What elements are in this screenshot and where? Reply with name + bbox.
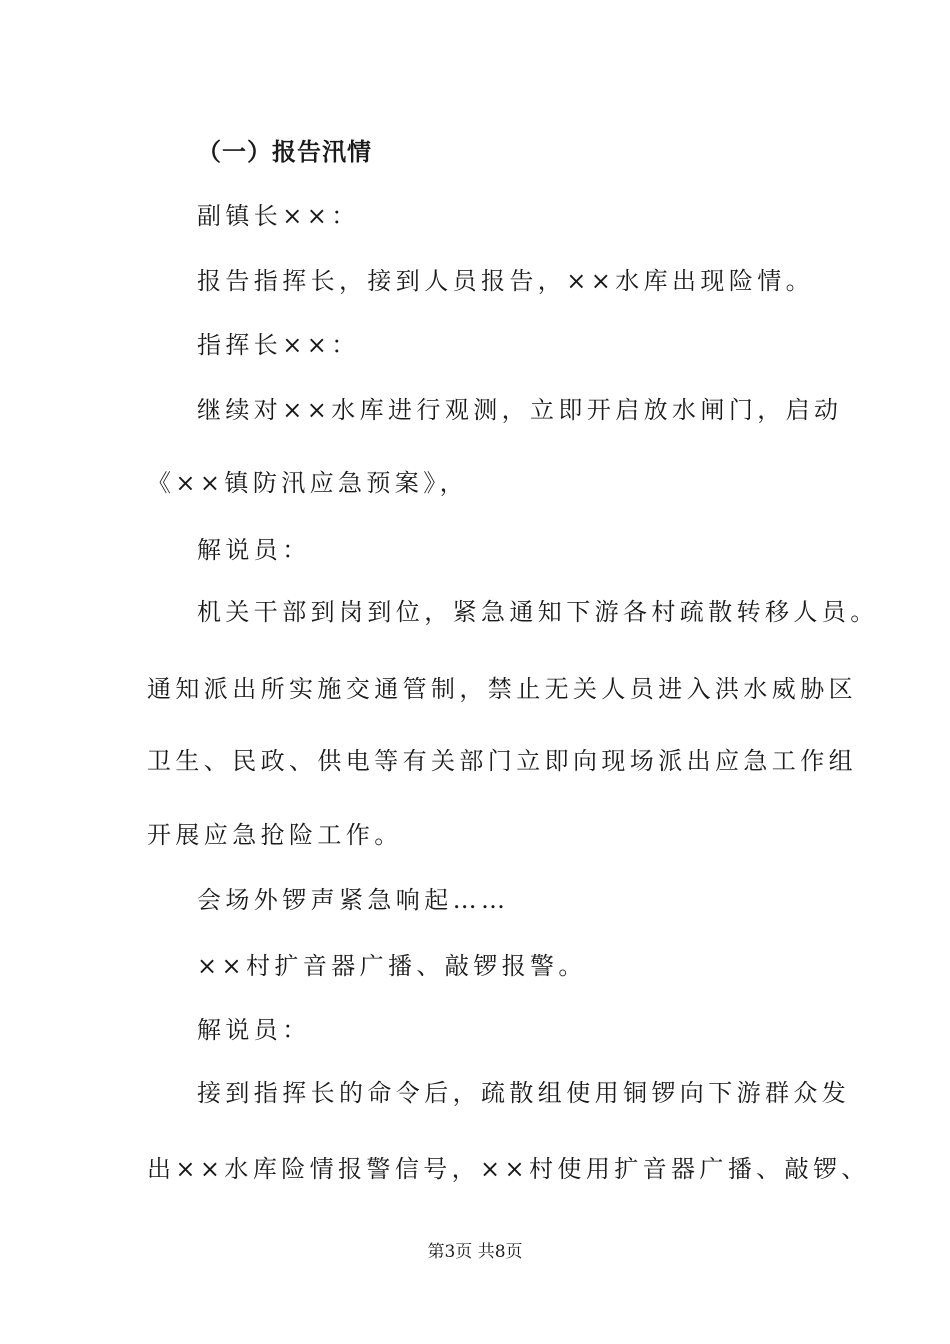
paragraph-line: 接到指挥长的命令后，疏散组使用铜锣向下游群众发 [197,1079,851,1107]
paragraph-line: 报告指挥长，接到人员报告，××水库出现险情。 [197,267,815,295]
section-heading: （一）报告汛情 [197,138,372,166]
paragraph-line: 机关干部到岗到位，紧急通知下游各村疏散转移人员。 [197,598,879,626]
speaker-label: 解说员： [197,1016,311,1044]
paragraph-line: 开展应急抢险工作。 [147,821,403,849]
paragraph-line: ××村扩音器广播、敲锣报警。 [197,952,587,980]
paragraph-line: 通知派出所实施交通管制，禁止无关人员进入洪水威胁区 [147,675,857,703]
page-number-footer: 第3页 共8页 [427,1242,523,1262]
speaker-label: 指挥长××： [197,331,360,359]
paragraph-line: 《××镇防汛应急预案》， [147,469,469,497]
paragraph-line: 继续对××水库进行观测，立即开启放水闸门，启动 [197,396,843,424]
paragraph-line: 出××水库险情报警信号，××村使用扩音器广播、敲锣、 [147,1155,870,1183]
speaker-label: 副镇长××： [197,202,360,230]
speaker-label: 解说员： [197,536,311,564]
paragraph-line: 会场外锣声紧急响起…… [197,886,510,914]
paragraph-line: 卫生、民政、供电等有关部门立即向现场派出应急工作组 [147,747,857,775]
